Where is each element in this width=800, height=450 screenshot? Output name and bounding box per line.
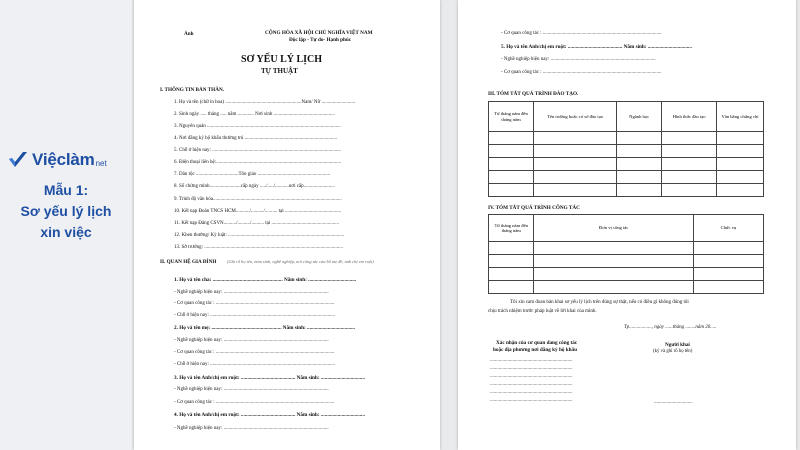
caption-line-1: Mẫu 1: [43,182,89,198]
work-col-unit: Đơn vị công tác [534,215,694,242]
brand-name: Việclàm [32,150,95,169]
info-line: - Nghề nghiệp hiện nay: .................................................................................... [174,426,329,431]
info-line: - Cơ quan công tác : ............................................................................................... [174,400,335,405]
section-4-heading: IV. TÓM TẮT QUÁ TRÌNH CÔNG TÁC [488,205,580,211]
document-page-1 [134,0,440,450]
info-line: 9. Trình độ văn hóa....................................................................................................... [174,197,342,202]
edu-col-degree: Văn bằng chứng chỉ [716,102,763,132]
info-line: 7. Dân tộc ..................................Tôn giáo .......................................................... [174,172,331,177]
table-row [489,255,764,268]
signature-line: ............................... [654,400,693,405]
photo-placeholder: Ảnh [184,31,194,37]
info-line: - Nghề nghiệp hiện nay: .................................................................................... [174,338,329,343]
section-2-note: (Ghi rõ họ tên, năm sinh, nghề nghiệp, nơi công tác của bố mẹ đẻ, anh chị em ruột) [227,259,374,264]
info-line: 3. Nguyên quán ........................................................................................................... [174,124,341,129]
caption [0,180,132,243]
confirm-line-1: Xác nhận của cơ quan đang công tác [496,340,578,346]
table-row [489,281,764,294]
brand-suffix: net [95,158,107,168]
info-line: 1. Họ và tên (chữ in hoa) .............................................................Nam/ Nữ ........................... [174,100,356,105]
checkmark-logo-icon [8,150,28,170]
table-row [489,145,764,158]
info-line: 11. Kết nạp Đảng CSVN........../........../.......... tại ...................................................... [174,221,339,226]
info-line: 2. Sinh ngày ..... tháng ..... năm ............. Nơi sinh ................................................. [174,112,335,117]
table-row [489,158,764,171]
info-line: - Chỗ ở hiện nay: .................................................................................................... [174,313,336,318]
nation-header: CỘNG HÒA XÃ HỘI CHỦ NGHĨA VIỆT NAM [265,30,373,36]
p2-top-line-1: - Cơ quan công tác : ............................................................................................... [501,31,662,36]
pledge-line-2: chịu trách nhiệm trước pháp luật về lời khai của mình. [488,309,597,314]
table-row [489,132,764,145]
section-2-heading: II. QUAN HỆ GIA ĐÌNH [160,259,217,265]
confirm-dotline: .................................................................. [490,366,573,371]
info-line: - Chỗ ở hiện nay: .................................................................................................... [174,362,336,367]
sidebar [0,0,132,450]
info-line: - Nghề nghiệp hiện nay: .................................................................................... [174,387,329,392]
education-table [488,101,764,197]
edu-col-period: Từ tháng năm đến tháng năm [489,102,534,132]
edu-col-mode: Hình thức đào tạo [662,102,717,132]
sibling-3-line: 3. Họ và tên Anh/chị em ruột: .......................................... Năm sinh: .................................. [174,375,365,381]
info-line: 8. Số chứng minh.........................cấp ngày ...../...../...........nơi cấp......................... [174,184,335,189]
document-title: SƠ YẾU LÝ LỊCH [241,54,323,65]
date-line: Tp.................., ngày ......tháng ........năm 20..... [624,325,717,330]
sibling-4-line: 4. Họ và tên Anh/chị em ruột: .......................................... Năm sinh: .................................. [174,412,365,418]
edu-col-school: Tên trường hoặc cơ sở đào tạo [534,102,617,132]
confirm-dotline: .................................................................. [490,358,573,363]
document-subtitle: TỰ THUẬT [261,67,298,75]
document-page-2 [458,0,796,450]
info-line: - Nghề nghiệp hiện nay: .................................................................................... [174,290,329,295]
table-row [489,184,764,197]
confirm-dotline: .................................................................. [490,398,573,403]
info-line: 5. Chỗ ở hiện nay: ....................................................................................................... [174,148,341,153]
sibling-5-line: 5. Họ và tên Anh/chị em ruột: .......................................... Năm sinh: .................................. [501,44,692,50]
pledge-line-1: Tôi xin cam đoan bản khai sơ yếu lý lịch trên đúng sự thật, nếu có điều gì không đúng tôi [510,300,689,305]
confirm-line-2: hoặc địa phương nơi đăng ký hộ khẩu [493,347,577,353]
info-line: - Cơ quan công tác : ............................................................................................... [174,301,335,306]
confirm-dotline: .................................................................. [490,374,573,379]
table-row [489,268,764,281]
info-line: 6. Điện thoại liên hệ:.................................................................................................... [174,160,342,165]
father-line: 1. Họ và tên cha: ...................................................... Năm sinh: ..................................... [174,277,357,283]
motto: Độc lập - Tự do- Hạnh phúc [289,37,352,43]
info-line: 4. Nơi đăng ký hộ khẩu thường trú .......................................................................... [174,136,338,141]
edu-col-major: Ngành học [617,102,662,132]
confirm-dotline: .................................................................. [490,382,573,387]
work-col-position: Chức vụ [693,215,763,242]
table-row [489,242,764,255]
mother-line: 2. Họ và tên mẹ: ...................................................... Năm sinh: ..................................... [174,325,355,331]
info-line: - Cơ quan công tác : ............................................................................................... [174,350,335,355]
section-3-heading: III. TÓM TẮT QUÁ TRÌNH ĐÀO TẠO. [488,91,579,97]
work-table [488,214,764,294]
brand-logo [8,150,107,170]
info-line: 12. Khen thưởng/ Kỷ luật: ............................................................................................. [174,233,345,238]
work-col-period: Từ tháng năm đến tháng năm [489,215,534,242]
info-line: 13. Sở trường: ............................................................................................................... [174,245,343,250]
p2-top-line-4: - Cơ quan công tác : ............................................................................................... [501,70,662,75]
confirm-dotline: .................................................................. [490,390,573,395]
caption-line-2: Sơ yếu lý lịch [20,203,112,219]
section-1-heading: I. THÔNG TIN BẢN THÂN. [160,87,224,93]
table-row [489,171,764,184]
caption-line-3: xin việc [40,224,92,240]
info-line: 10. Kết nạp Đoàn TNCS HCM.........../........../.......... tại ............................................. [174,209,342,214]
declarant-label: Người khai [665,342,690,348]
signature-note: (ký và ghi rõ họ tên) [653,349,693,354]
p2-top-line-3: - Nghề nghiệp hiện nay: .................................................................................... [501,57,656,62]
